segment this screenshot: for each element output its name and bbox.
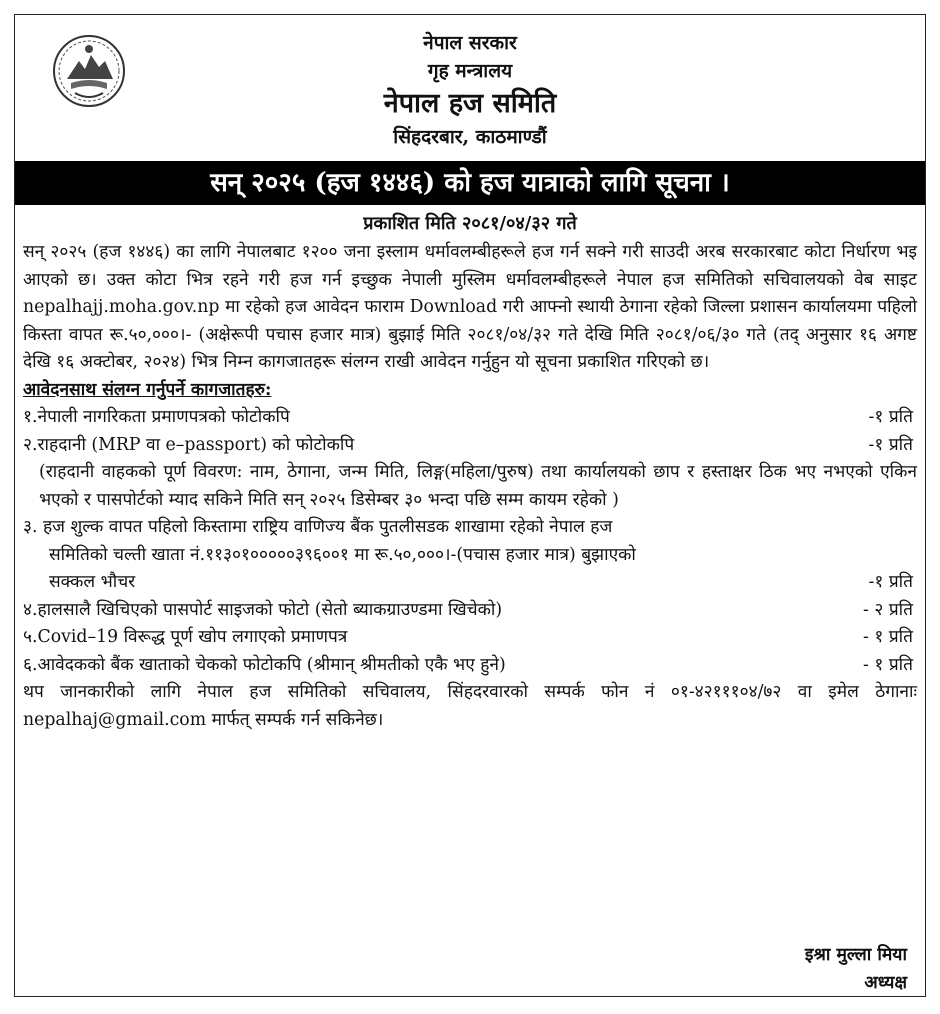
document-item-5 [23,624,917,652]
document-item-3-voucher: सक्कल भौचर [49,572,136,592]
document-item-text: १.नेपाली नागरिकता प्रमाणपत्रको फोटोकपि [23,407,290,427]
signature-block [805,941,907,997]
document-item-text: ६.आवेदकको बैंक खाताको चेकको फोटोकपि (श्रीमान् श्रीमतीको एकै भए हुने) [23,654,506,675]
notice-document [14,14,926,997]
document-item-qty: -१ प्रति [868,407,913,427]
signatory-name: इश्रा मुल्ला मिया [804,945,907,965]
intro-paragraph: सन् २०२५ (हज १४४६) का लागि नेपालबाट १२०० जना इस्लाम धर्मावलम्बीहरूले हज गर्न सक्ने गरी साउदी अरब सरकारबाट कोटा निर्धारण भइ आएको छ। उक्त कोटा भित्र रहने गरी हज गर्न इच्छुक नेपाली मुस्लिम धर्मावलम्बीहरूले नेपाल हज समितिको सचिवालयको वेब साइट nepalhajj.moha.gov.np मा रहेको हज आवेदन फाराम Download गरी आफ्नो स्थायी ठेगाना रहेको जिल्ला प्रशासन कार्यालयमा पहिलो किस्ता वापत रू.५०,०००।- (अक्षेरूपी पचास हजार मात्र) बुझाई मिति २०८१/०४/३२ गते देखि मिति २०८१/०६/३० गते (तद् अनुसार १६ अगष्ट देखि १६ अक्टोबर, २०२४) भित्र निम्न कागजातहरू संलग्न राखी आवेदन गर्नुहुन यो सूचना प्रकाशित गरिएको छ। [23,242,917,372]
document-item-text: २.राहदानी (MRP वा e–passport) को फोटोकपि [23,434,355,455]
header-committee: नेपाल हज समिति [383,88,557,119]
document-item-qty: -१ प्रति [868,572,913,592]
document-item-3-continuation: समितिको चल्ती खाता नं.११३०१०००००३९६००१ मा रू.५०,०००।-(पचास हजार मात्र) बुझाएको [49,544,636,565]
header-ministry: गृह मन्त्रालय [427,60,513,82]
notice-banner: सन् २०२५ (हज १४४६) को हज यात्राको लागि सूचना । [15,161,925,205]
document-item-1 [23,404,917,432]
document-item-qty: - २ प्रति [863,599,913,620]
document-item-4 [23,597,917,625]
notice-body [23,239,917,734]
signatory-title: अध्यक्ष [864,973,907,993]
published-date: प्रकाशित मिति २०८१/०४/३२ गते [363,213,577,234]
documents-heading: आवेदनसाथ संलग्न गर्नुपर्ने कागजातहरु: [23,379,272,400]
document-item-qty: - १ प्रति [863,654,913,675]
header-government: नेपाल सरकार [423,32,517,54]
document-item-text: ५.Covid–19 विरूद्ध पूर्ण खोप लगाएको प्रमाणपत्र [23,627,348,647]
document-item-6 [23,652,917,680]
document-item-2 [23,432,917,460]
header-address: सिंहदरबार, काठमाण्डौं [393,126,547,148]
document-item-3 [23,514,917,597]
document-item-qty: - १ प्रति [863,627,913,647]
document-item-text: ३. हज शुल्क वापत पहिलो किस्तामा राष्ट्रिय वाणिज्य बैंक पुतलीसडक शाखामा रहेको नेपाल हज [23,517,613,537]
document-item-text: ४.हालसालै खिचिएको पासपोर्ट साइजको फोटो (सेतो ब्याकग्राउण्डमा खिचेको) [23,599,503,620]
document-item-qty: -१ प्रति [868,434,913,455]
contact-paragraph: थप जानकारीको लागि नेपाल हज समितिको सचिवालय, सिंहदरवारको सम्पर्क फोन नं ०१-४२१११०४/७२ वा इमेल ठेगानाः nepalhaj@gmail.com मार्फत् सम्पर्क गर्न सकिनेछ। [23,682,917,730]
document-item-2-note: (राहदानी वाहकको पूर्ण विवरण: नाम, ठेगाना, जन्म मिति, लिङ्ग(महिला/पुरुष) तथा कार्यालयको छाप र हस्ताक्षर ठिक भए नभएको एकिन भएको र पासपोर्टको म्याद सकिने मिति सन् २०२५ डिसेम्बर ३० भन्दा पछि सम्म कायम रहेको ) [39,462,917,510]
document-item-3-last [23,569,917,597]
